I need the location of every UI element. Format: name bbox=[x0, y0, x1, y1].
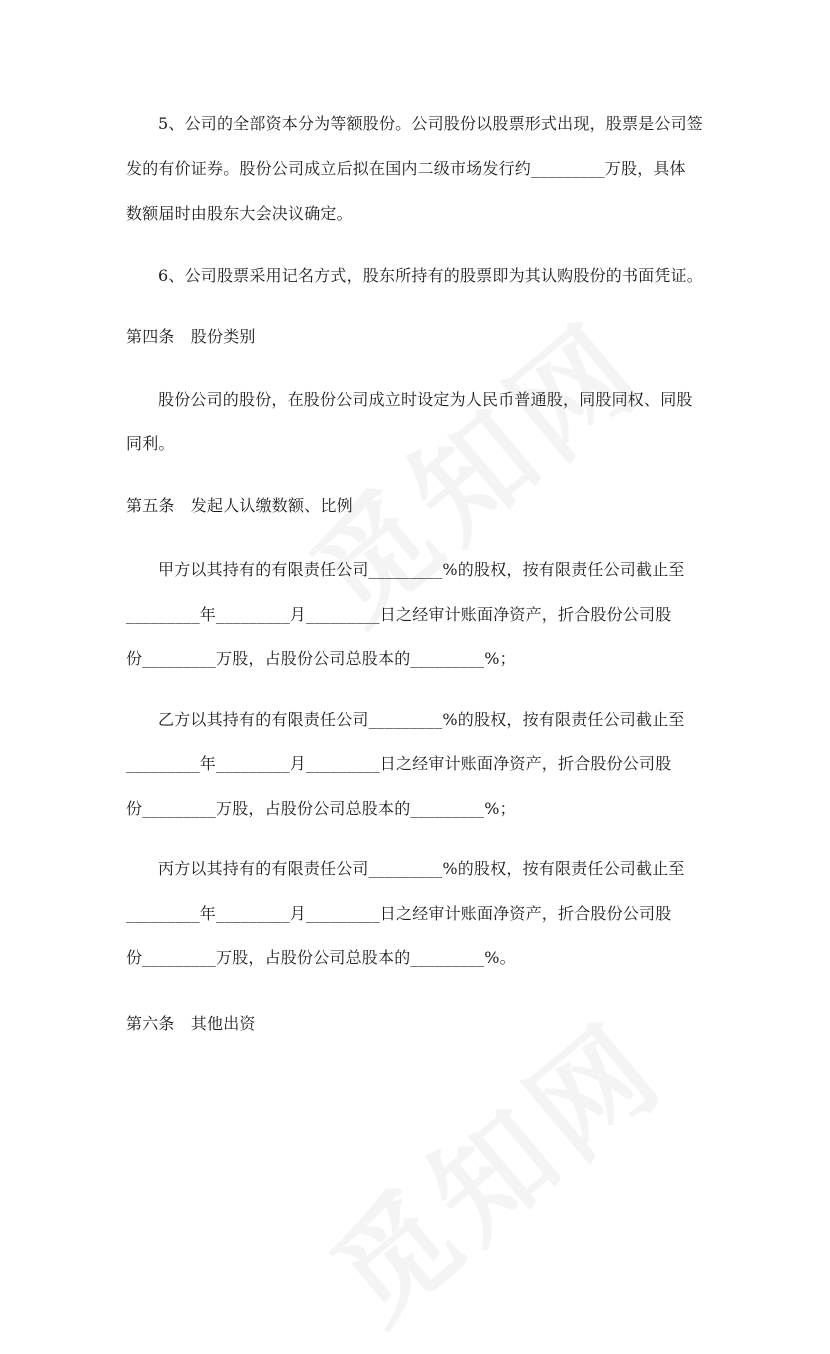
watermark bbox=[290, 976, 693, 1353]
paragraph-line: 份_________万股，占股份公司总股本的_________%； bbox=[126, 649, 516, 668]
paragraph-line: 5、公司的全部资本分为等额股份。公司股份以股票形式出现，股票是公司签 bbox=[158, 114, 703, 133]
paragraph-line: 6、公司股票采用记名方式，股东所持有的股票即为其认购股份的书面凭证。 bbox=[158, 266, 703, 285]
paragraph-line: 股份公司的股份，在股份公司成立时设定为人民币普通股，同股同权、同股 bbox=[158, 390, 693, 409]
watermark bbox=[270, 276, 673, 653]
article-heading: 第五条 发起人认缴数额、比例 bbox=[126, 496, 353, 515]
paragraph-line: _________年_________月_________日之经审计账面净资产，折合股份公司股 bbox=[126, 605, 672, 624]
article-heading: 第四条 股份类别 bbox=[126, 327, 256, 346]
paragraph-line: 甲方以其持有的有限责任公司_________%的股权，按有限责任公司截止至 bbox=[158, 560, 685, 579]
paragraph-line: _________年_________月_________日之经审计账面净资产，折合股份公司股 bbox=[126, 754, 672, 773]
paragraph-line: 同利。 bbox=[126, 434, 175, 453]
paragraph-line: 数额届时由股东大会决议确定。 bbox=[126, 204, 353, 223]
paragraph-line: 份_________万股，占股份公司总股本的_________%。 bbox=[126, 948, 516, 967]
paragraph-line: 乙方以其持有的有限责任公司_________%的股权，按有限责任公司截止至 bbox=[158, 710, 685, 729]
paragraph-line: 份_________万股，占股份公司总股本的_________%； bbox=[126, 799, 516, 818]
paragraph-line: _________年_________月_________日之经审计账面净资产，折合股份公司股 bbox=[126, 904, 672, 923]
paragraph-line: 丙方以其持有的有限责任公司_________%的股权，按有限责任公司截止至 bbox=[158, 859, 685, 878]
article-heading: 第六条 其他出资 bbox=[126, 1014, 256, 1033]
paragraph-line: 发的有价证券。股份公司成立后拟在国内二级市场发行约_________万股，具体 bbox=[126, 159, 686, 178]
